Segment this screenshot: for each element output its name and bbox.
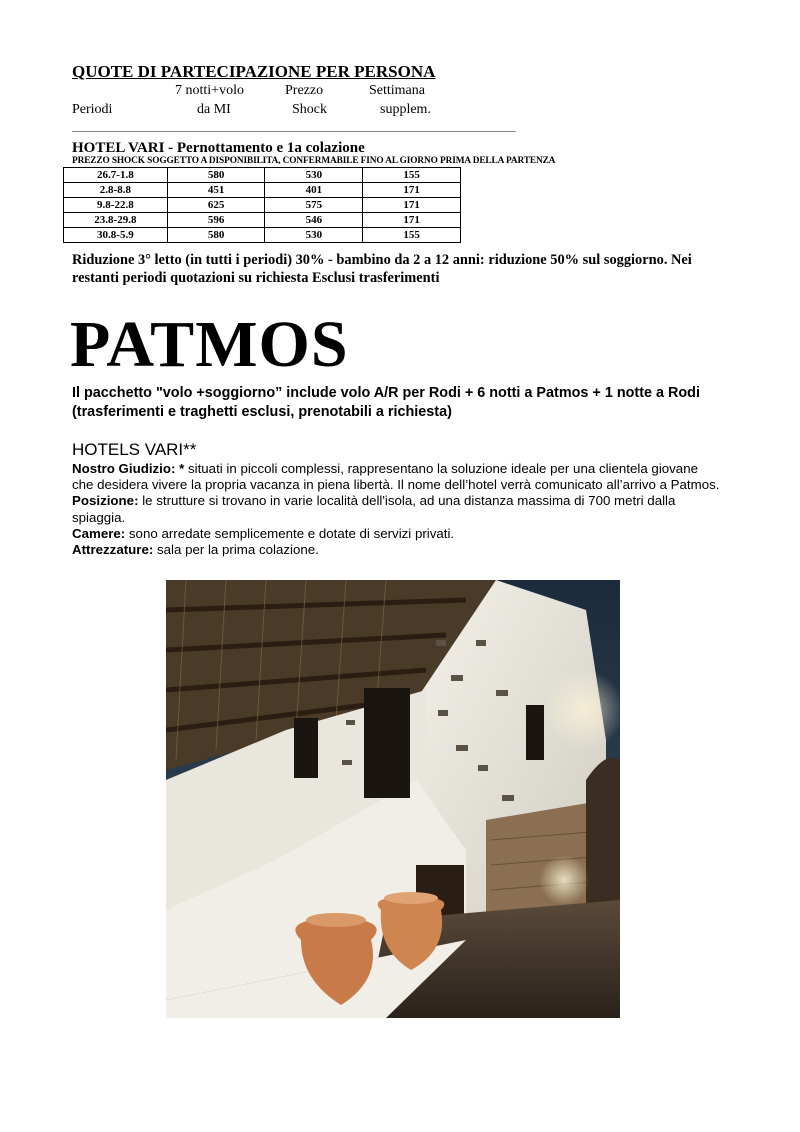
posizione-text: le strutture si trovano in varie località dell'isola, ad una distanza massima di 700 metri dalla spiaggia. xyxy=(72,493,676,525)
col1-header-line2: da MI xyxy=(197,102,231,117)
table-row xyxy=(64,228,461,243)
col3-header-line1: Settimana xyxy=(369,83,425,98)
shock-price-cell: 530 xyxy=(265,168,363,183)
table-row xyxy=(64,168,461,183)
col2-header-line1: Prezzo xyxy=(285,83,324,98)
period-cell: 26.7-1.8 xyxy=(64,168,168,183)
supplement-cell: 171 xyxy=(363,198,461,213)
price-cell: 580 xyxy=(167,228,265,243)
hotel-heading: HOTEL VARI - Pernottamento e 1a colazione xyxy=(72,140,365,156)
hotel-description xyxy=(72,461,722,558)
shock-price-cell: 401 xyxy=(265,183,363,198)
supplement-cell: 155 xyxy=(363,228,461,243)
reduction-note: Riduzione 3° letto (in tutti i periodi) 30% - bambino da 2 a 12 anni: riduzione 50% sul soggiorno. Nei restanti periodi quotazioni su richiesta Esclusi trasferimenti xyxy=(72,252,692,286)
period-cell: 9.8-22.8 xyxy=(64,198,168,213)
attrezzature-label: Attrezzature: xyxy=(72,542,154,558)
supplement-cell: 171 xyxy=(363,213,461,228)
posizione-label: Posizione: xyxy=(72,493,139,509)
col2-header-line2: Shock xyxy=(292,102,327,117)
supplement-cell: 171 xyxy=(363,183,461,198)
camere-label: Camere: xyxy=(72,525,126,541)
attrezzature-text: sala per la prima colazione. xyxy=(153,542,319,558)
col3-header-line2: supplem. xyxy=(380,102,431,117)
hotels-heading: HOTELS VARI** xyxy=(72,440,197,459)
camere-paragraph xyxy=(72,526,722,542)
giudizio-text: situati in piccoli complessi, rappresentano la soluzione ideale per una clientela giovane che desidera vivere la propria vacanza in piena libertà. Il nome dell’hotel verrà comunicato all’arrivo a Patmos. xyxy=(72,461,720,493)
shock-price-cell: 530 xyxy=(265,228,363,243)
hotel-photo xyxy=(166,580,620,1018)
camere-text: sono arredate semplicemente e dotate di servizi privati. xyxy=(125,525,455,541)
supplement-cell: 155 xyxy=(363,168,461,183)
col1-header-line1: 7 notti+volo xyxy=(175,83,244,98)
shock-price-cell: 546 xyxy=(265,213,363,228)
destination-title: PATMOS xyxy=(70,308,349,381)
posizione-paragraph xyxy=(72,493,722,525)
period-header: Periodi xyxy=(72,102,113,117)
giudizio-label: Nostro Giudizio: * xyxy=(72,461,185,476)
shock-price-cell: 575 xyxy=(265,198,363,213)
period-cell: 30.8-5.9 xyxy=(64,228,168,243)
price-cell: 580 xyxy=(167,168,265,183)
page-title: QUOTE DI PARTECIPAZIONE PER PERSONA xyxy=(72,62,436,81)
divider xyxy=(72,131,516,132)
table-row xyxy=(64,183,461,198)
period-cell: 2.8-8.8 xyxy=(64,183,168,198)
period-cell: 23.8-29.8 xyxy=(64,213,168,228)
package-note: Il pacchetto "volo +soggiorno” include volo A/R per Rodi + 6 notti a Patmos + 1 notte a Rodi (trasferimenti e traghetti esclusi, prenotabili a richiesta) xyxy=(72,385,700,420)
giudizio-paragraph xyxy=(72,461,722,493)
table-row xyxy=(64,213,461,228)
price-cell: 596 xyxy=(167,213,265,228)
shock-price-note: PREZZO SHOCK SOGGETTO A DISPONIBILITA, CONFERMABILE FINO AL GIORNO PRIMA DELLA PARTENZA xyxy=(72,156,556,166)
price-table xyxy=(63,167,461,243)
price-cell: 625 xyxy=(167,198,265,213)
price-cell: 451 xyxy=(167,183,265,198)
table-row xyxy=(64,198,461,213)
attrezzature-paragraph xyxy=(72,542,722,558)
